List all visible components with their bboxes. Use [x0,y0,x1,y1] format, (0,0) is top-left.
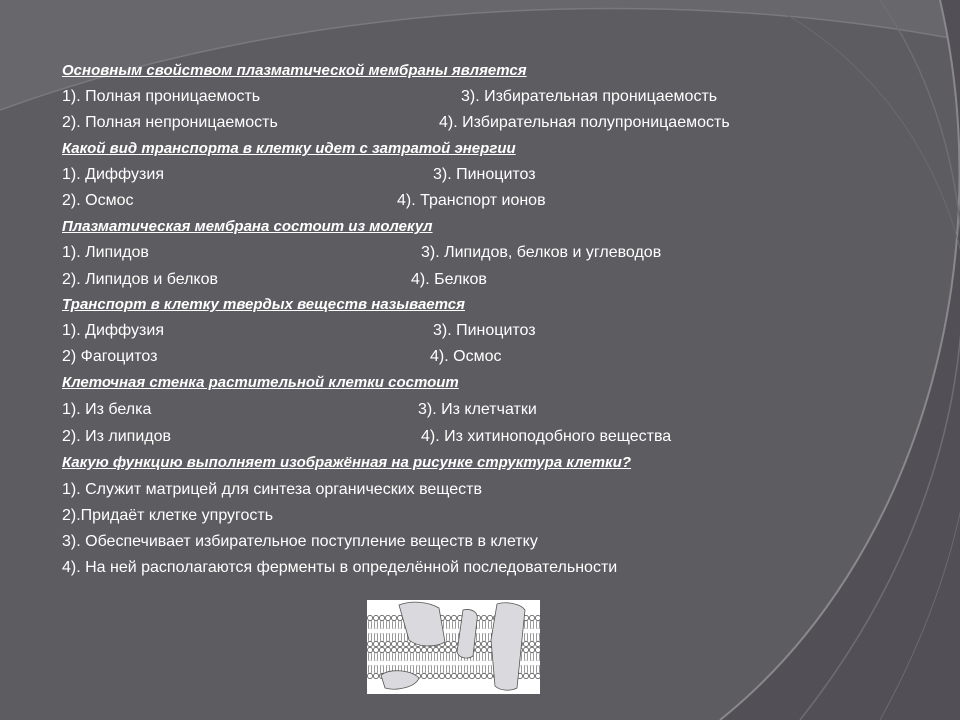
question-5-title: Клеточная стенка растительной клетки состоит [62,374,459,391]
question-1-title: Основным свойством плазматической мембраны является [62,62,527,79]
q1-option-4: 4). Избирательная полупроницаемость [439,114,730,131]
q1-option-3: 3). Избирательная проницаемость [461,88,718,105]
q5-option-1: 1). Из белка [62,401,152,418]
q1-option-1: 1). Полная проницаемость [62,88,261,105]
q3-option-2: 2). Липидов и белков [62,271,218,288]
q5-option-3: 3). Из клетчатки [418,401,537,418]
q2-option-1: 1). Диффузия [62,166,164,183]
q2-option-2: 2). Осмос [62,192,134,209]
q3-option-4: 4). Белков [411,271,487,288]
membrane-illustration [367,600,540,694]
question-4-title: Транспорт в клетку твердых веществ называется [62,296,465,313]
q4-option-1: 1). Диффузия [62,322,164,339]
q6-option-1: 1). Служит матрицей для синтеза органических веществ [62,481,483,498]
q6-option-2: 2).Придаёт клетке упругость [62,507,274,524]
q2-option-3: 3). Пиноцитоз [433,166,536,183]
q5-option-4: 4). Из хитиноподобного вещества [421,428,672,445]
q2-option-4: 4). Транспорт ионов [397,192,546,209]
question-2-title: Какой вид транспорта в клетку идет с затратой энергии [62,140,516,157]
q4-option-3: 3). Пиноцитоз [433,322,536,339]
question-6-title: Какую функцию выполняет изображённая на рисунке структура клетки? [62,454,632,471]
q6-option-3: 3). Обеспечивает избирательное поступление веществ в клетку [62,533,538,550]
q6-option-4: 4). На ней располагаются ферменты в определённой последовательности [62,559,618,576]
q3-option-3: 3). Липидов, белков и углеводов [421,244,662,261]
q4-option-2: 2) Фагоцитоз [62,348,158,365]
q5-option-2: 2). Из липидов [62,428,172,445]
q3-option-1: 1). Липидов [62,244,149,261]
q4-option-4: 4). Осмос [430,348,502,365]
q1-option-2: 2). Полная непроницаемость [62,114,278,131]
question-3-title: Плазматическая мембрана состоит из молекул [62,218,433,235]
